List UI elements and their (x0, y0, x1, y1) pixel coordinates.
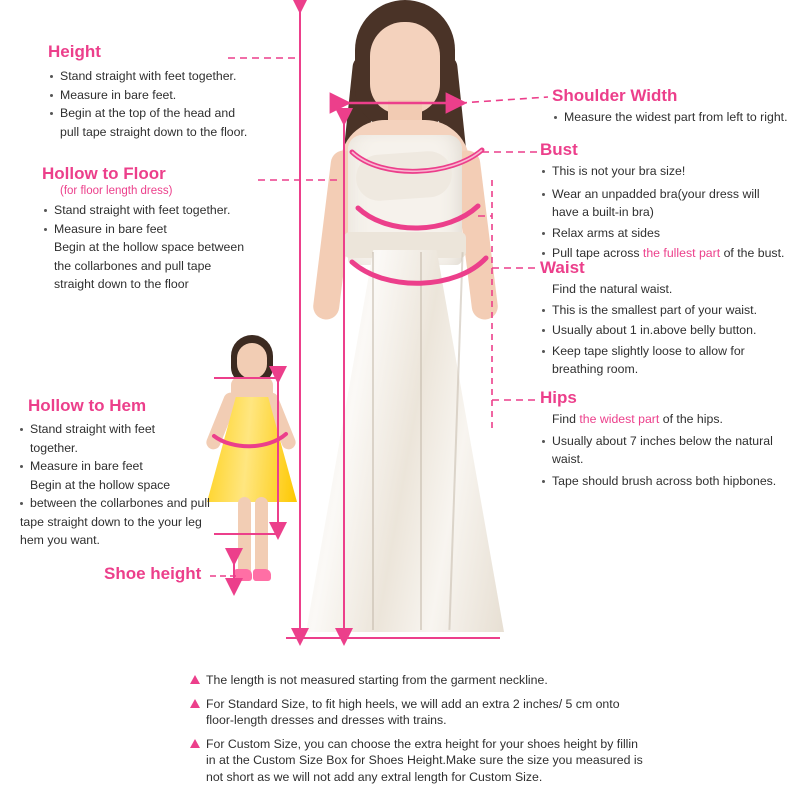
section-hollow-to-hem (18, 396, 223, 551)
section-hips-items (540, 411, 796, 490)
list-item: This is the smallest part of your waist. (552, 302, 758, 317)
triangle-bullet-icon (190, 739, 200, 748)
note-item (190, 672, 690, 689)
section-shoe-height (104, 564, 201, 584)
section-hips (540, 388, 796, 491)
list-item: Usually about 1 in.above belly button. (552, 323, 757, 337)
list-item: Relax arms at sides (552, 225, 660, 240)
note-line: The length is not measured starting from the garment neckline. (206, 673, 548, 687)
section-shoe-height-label: Shoe height (104, 564, 202, 583)
list-item: Begin at the hollow space between (54, 240, 245, 254)
highlight-text: the fullest part (642, 246, 721, 260)
triangle-bullet-icon (190, 675, 200, 684)
section-bust-label: Bust (540, 140, 578, 159)
list-item: Stand straight with feet together. (60, 69, 237, 83)
section-height-label: Height (48, 42, 101, 61)
list-item: straight down to the floor (54, 277, 189, 291)
section-hollow-to-hem-label: Hollow to Hem (28, 396, 147, 415)
list-item: breathing room. (552, 362, 639, 376)
section-hollow-to-floor (42, 164, 292, 295)
list-item: Measure in bare feet. (60, 87, 177, 102)
footer-notes (190, 672, 690, 792)
triangle-bullet-icon (190, 699, 200, 708)
list-item: Pull tape across the fullest part of the bust. (540, 245, 796, 263)
note-line: floor-length dresses and dresses with trains. (206, 713, 447, 727)
skirt-fold (420, 252, 422, 630)
note-item (190, 696, 690, 729)
section-waist-label: Waist (540, 258, 585, 277)
yellow-figure-face (237, 343, 267, 379)
section-shoulder-width-label: Shoulder Width (552, 86, 678, 105)
list-item: pull tape straight down to the floor. (60, 124, 248, 139)
section-hollow-to-hem-items (18, 421, 223, 550)
section-bust-items (540, 163, 796, 263)
list-item: This is not your bra size! (552, 164, 686, 178)
bride-illustration (300, 0, 510, 650)
list-item: Stand straight with feet together. (54, 203, 231, 217)
list-item: Measure in bare feet (54, 221, 167, 236)
list-item: Usually about 7 inches below the natural (552, 433, 773, 448)
list-item: have a built-in bra) (552, 205, 654, 219)
list-item: between the collarbones and pull (30, 496, 210, 510)
list-item: the collarbones and pull tape (54, 258, 212, 273)
section-hollow-to-floor-items (42, 202, 292, 294)
yellow-figure-shoe-right (253, 569, 271, 581)
list-item: hem you want. (20, 533, 100, 547)
list-item: Measure the widest part from left to right. (564, 110, 788, 124)
section-height (48, 42, 298, 142)
highlight-text: the widest part (579, 412, 660, 426)
section-shoulder-width-items (552, 109, 796, 127)
list-item: Begin at the hollow space (30, 477, 171, 492)
section-hollow-to-floor-label: Hollow to Floor (42, 164, 166, 183)
section-hips-label: Hips (540, 388, 577, 407)
note-line: in at the Custom Size Box for Shoes Height.Make sure the size you measured is (206, 753, 643, 767)
list-item: Stand straight with feet (30, 422, 156, 436)
list-item: together. (30, 440, 78, 455)
list-item: Find the widest part of the hips. (552, 412, 723, 426)
list-item: Wear an unpadded bra(your dress will (552, 186, 760, 201)
yellow-figure-leg-right (255, 497, 268, 577)
list-item: Tape should brush across both hipbones. (552, 473, 777, 488)
section-waist-items (540, 281, 796, 379)
note-item (190, 736, 690, 786)
section-waist (540, 258, 796, 380)
note-line: For Custom Size, you can choose the extra height for your shoes height by fillin (206, 736, 638, 751)
skirt-fold (372, 252, 374, 630)
list-item: Find the natural waist. (552, 282, 673, 296)
list-item: Keep tape slightly loose to allow for (552, 343, 745, 358)
section-hollow-to-floor-sublabel: (for floor length dress) (60, 185, 173, 197)
section-shoulder-width (552, 86, 796, 128)
list-item: Begin at the top of the head and (60, 106, 236, 120)
list-item: Measure in bare feet (30, 459, 143, 473)
section-height-items (48, 68, 298, 141)
yellow-figure-leg-left (238, 497, 251, 577)
note-line: not short as we will not add any extral length for Custom Size. (206, 769, 543, 784)
note-line: For Standard Size, to fit high heels, we will add an extra 2 inches/ 5 cm onto (206, 696, 620, 711)
section-bust (540, 140, 796, 264)
list-item: waist. (552, 452, 584, 466)
yellow-figure-shoe-left (234, 569, 252, 581)
list-item: tape straight down to the your leg (20, 514, 202, 529)
